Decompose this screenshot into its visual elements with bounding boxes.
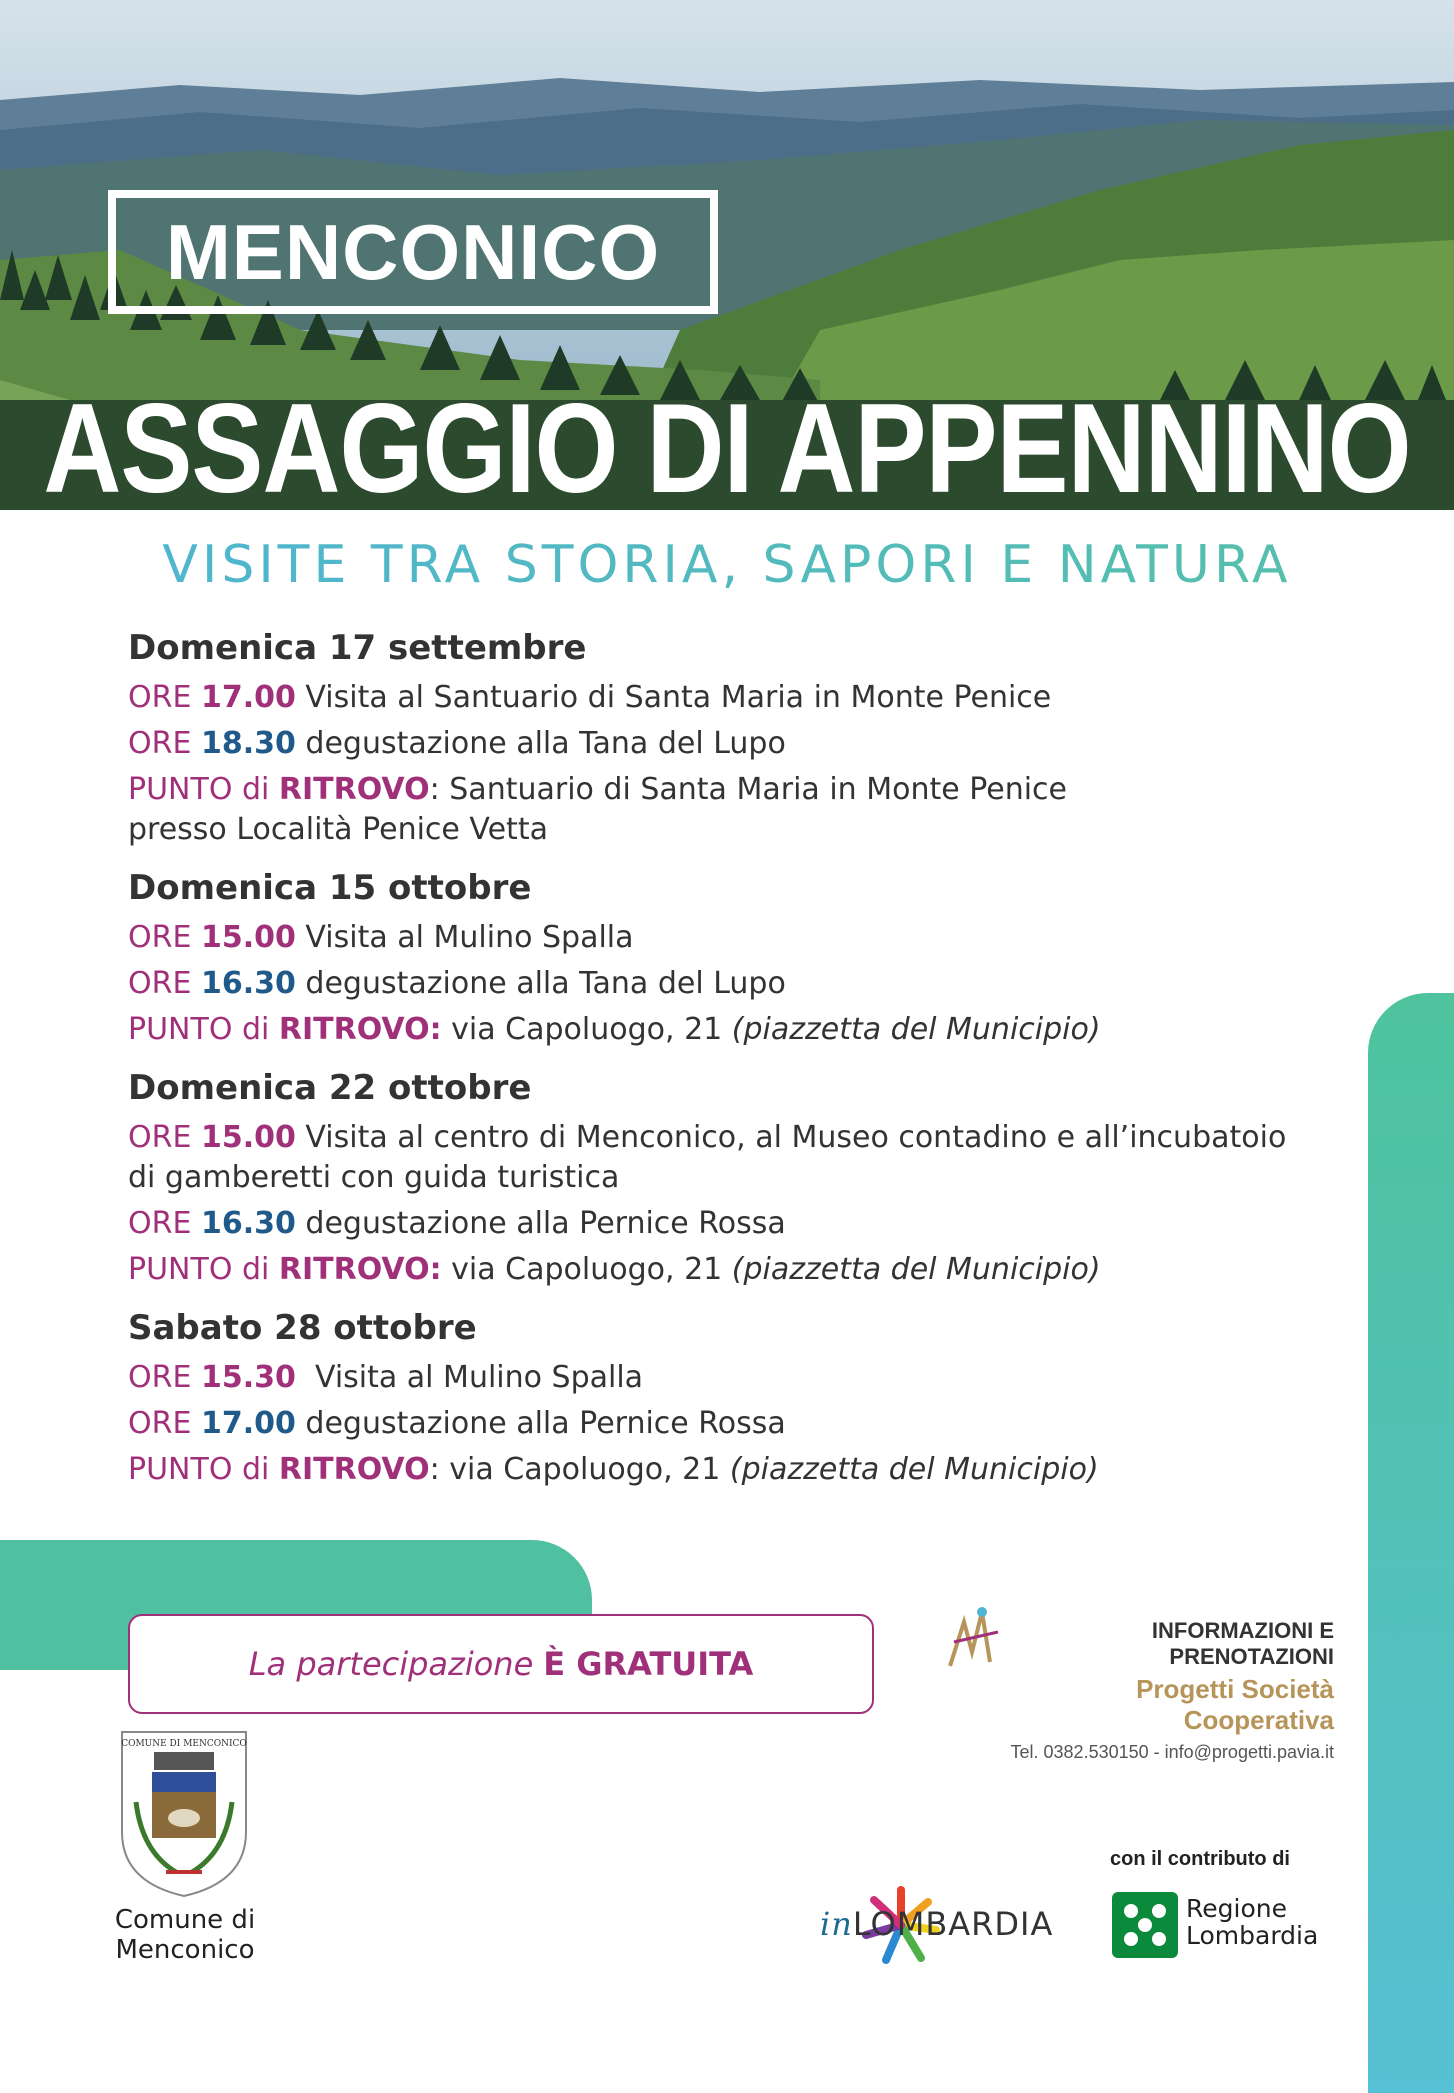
meeting-point-line: PUNTO di RITROVO: via Capoluogo, 21 (piazzetta del Municipio) (128, 1252, 1101, 1287)
day-title: Domenica 15 ottobre (128, 868, 532, 908)
visit-line: ORE 15.00 Visita al Mulino Spalla (128, 920, 634, 955)
schedule-day (128, 1068, 1308, 1290)
day-title: Domenica 17 settembre (128, 628, 587, 668)
schedule (128, 628, 1308, 1508)
progetti-logo-icon (946, 1602, 1002, 1672)
menconico-crest-icon (116, 1722, 252, 1898)
meeting-point-line: PUNTO di RITROVO: via Capoluogo, 21 (piazzetta del Municipio) (128, 1012, 1101, 1047)
day-title: Sabato 28 ottobre (128, 1308, 477, 1348)
inlombardia-wordmark: inLOMBARDIA (820, 1905, 1054, 1943)
contribution-label: con il contributo di (1110, 1848, 1290, 1870)
schedule-day (128, 1308, 1308, 1490)
hero-landscape-photo (0, 0, 1454, 510)
schedule-day (128, 628, 1308, 850)
info-company: Progetti Società Cooperativa (1136, 1674, 1334, 1735)
tasting-line: ORE 16.30 degustazione alla Pernice Rossa (128, 1206, 786, 1241)
comune-label: Comune di Menconico (114, 1905, 256, 1965)
crest-caption: COMUNE DI MENCONICO (121, 1739, 247, 1749)
info-heading: INFORMAZIONI E PRENOTAZIONI (1151, 1618, 1334, 1669)
town-title: MENCONICO (165, 207, 661, 296)
regione-lombardia-logo-icon (1112, 1892, 1178, 1958)
regione-lombardia-wordmark: Regione Lombardia (1186, 1894, 1319, 1950)
tasting-line: ORE 18.30 degustazione alla Tana del Lupo (128, 726, 786, 761)
free-participation-notice: La partecipazione È GRATUITA (128, 1614, 874, 1714)
schedule-day (128, 868, 1308, 1050)
teal-decoration-right (1368, 993, 1454, 2093)
day-title: Domenica 22 ottobre (128, 1068, 532, 1108)
visit-line: ORE 15.00 Visita al centro di Menconico, al Museo contadino e all’incubatoio di gamberetti con guida turistica (128, 1120, 1287, 1195)
tasting-line: ORE 17.00 degustazione alla Pernice Rossa (128, 1406, 786, 1441)
event-subtitle: VISITE TRA STORIA, SAPORI E NATURA (0, 535, 1454, 595)
meeting-point-line: PUNTO di RITROVO: via Capoluogo, 21 (piazzetta del Municipio) (128, 1452, 1099, 1487)
meeting-point-line: PUNTO di RITROVO: Santuario di Santa Maria in Monte Penice presso Località Penice Vetta (128, 772, 1067, 847)
tasting-line: ORE 16.30 degustazione alla Tana del Lupo (128, 966, 786, 1001)
town-title-box (108, 190, 718, 314)
visit-line: ORE 15.30 Visita al Mulino Spalla (128, 1360, 644, 1395)
info-contact: Tel. 0382.530150 - info@progetti.pavia.it (1010, 1742, 1334, 1762)
visit-line: ORE 17.00 Visita al Santuario di Santa Maria in Monte Penice (128, 680, 1052, 715)
event-title: ASSAGGIO DI APPENNINO (43, 376, 1411, 510)
